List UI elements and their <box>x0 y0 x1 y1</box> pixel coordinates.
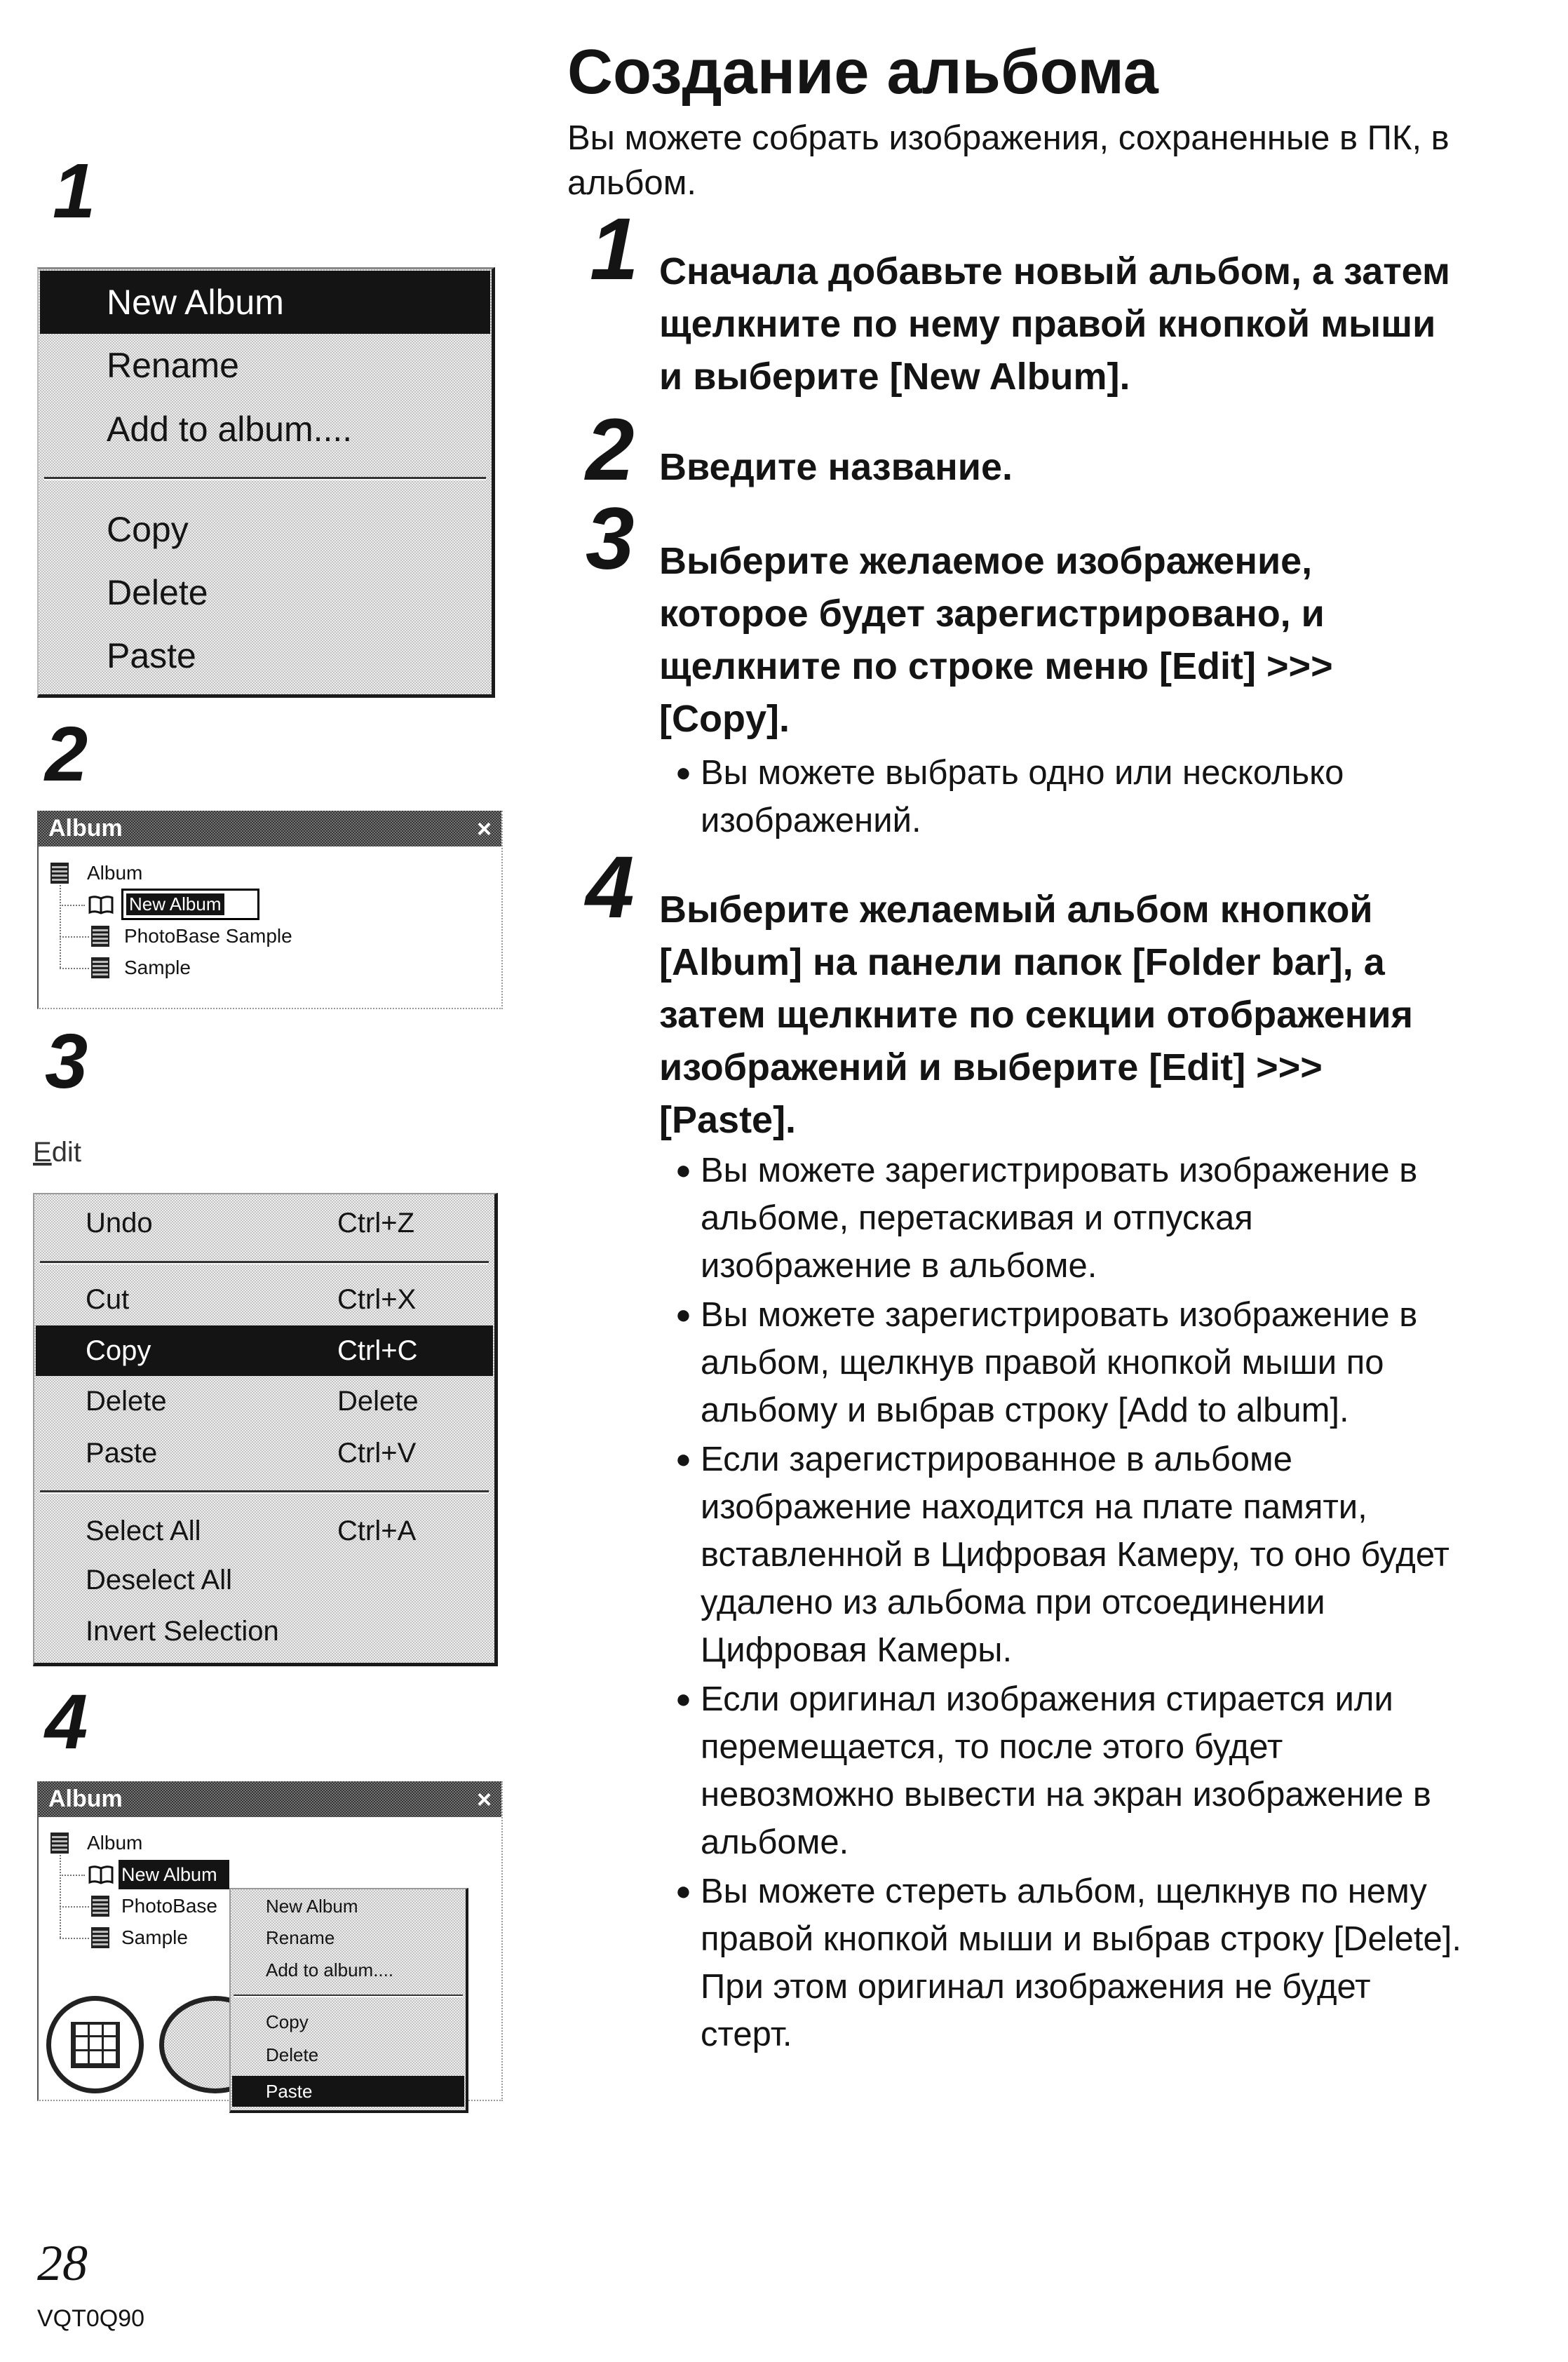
menu-item-new-album[interactable]: New Album <box>40 271 490 334</box>
note-line: альбоме. <box>701 1823 849 1861</box>
tree-item-album[interactable]: Album <box>87 1832 143 1854</box>
step-line: щелкните по нему правой кнопкой мыши <box>659 303 1436 345</box>
note-line: правой кнопкой мыши и выбрав строку [Delete]. <box>701 1920 1461 1958</box>
tree-item-new-album-selected[interactable]: New Album <box>119 1860 229 1889</box>
document-code: VQT0Q90 <box>37 2305 145 2332</box>
edit-menu <box>33 1193 498 1666</box>
close-icon[interactable]: × <box>476 814 492 843</box>
note-line: Вы можете выбрать одно или несколько <box>701 754 1344 792</box>
note-line: альбоме, перетаскивая и отпуская <box>701 1199 1253 1237</box>
note-item <box>675 1291 1461 1434</box>
step-number-4: 4 <box>586 839 635 936</box>
note-line: При этом оригинал изображения не будет <box>701 1968 1371 2006</box>
intro-line: Вы можете собрать изображения, сохраненные в ПК, в <box>567 119 1449 157</box>
step-line: Выберите желаемый альбом кнопкой <box>659 889 1373 931</box>
figure-step-number-1: 1 <box>53 148 96 234</box>
album-icon <box>50 863 69 884</box>
menu-item-shortcut: Ctrl+Z <box>337 1208 414 1239</box>
tree-line <box>60 1855 61 1938</box>
note-line: стерт. <box>701 2016 792 2053</box>
step-line: [Copy]. <box>659 698 790 740</box>
close-icon[interactable]: × <box>476 1785 492 1814</box>
step-number-3: 3 <box>586 490 635 588</box>
note-item <box>675 1675 1461 1866</box>
step-3-text <box>659 535 1333 745</box>
menu-item-label: Select All <box>86 1516 201 1546</box>
menu-item-shortcut: Delete <box>337 1386 419 1417</box>
bullet-icon: ● <box>675 1685 691 1714</box>
menu-item-shortcut: Ctrl+A <box>337 1516 417 1546</box>
album-window <box>37 811 503 1009</box>
tree-item-photobase-sample[interactable]: PhotoBase Sample <box>124 925 292 947</box>
menu-separator <box>44 477 486 480</box>
menu-item-copy[interactable]: Copy <box>266 2011 309 2032</box>
step-number-2: 2 <box>586 401 635 499</box>
note-line: изображение находится на плате памяти, <box>701 1488 1367 1526</box>
bullet-icon: ● <box>675 1156 691 1185</box>
step-4-notes <box>675 1147 1461 2060</box>
figure-step-number-3: 3 <box>45 1018 88 1105</box>
bullet-icon: ● <box>675 1300 691 1330</box>
menu-item-add-to-album[interactable]: Add to album.... <box>107 410 353 449</box>
step-line: Введите название. <box>659 446 1013 488</box>
menu-item-paste[interactable]: Paste <box>107 636 196 675</box>
tree-line <box>60 936 89 938</box>
tree-item-album[interactable]: Album <box>87 862 143 884</box>
menu-item-delete[interactable]: Delete <box>266 2044 319 2065</box>
note-line: Вы можете стереть альбом, щелкнув по нему <box>701 1872 1427 1910</box>
note-line: перемещается, то после этого будет <box>701 1728 1283 1766</box>
intro-line: альбом. <box>567 164 696 202</box>
menu-item-paste[interactable]: Paste <box>232 2076 464 2107</box>
note-line: изображений. <box>701 802 921 839</box>
window-title: Album <box>48 815 123 842</box>
tree-line <box>60 1906 89 1908</box>
menu-item-label: Deselect All <box>86 1565 232 1595</box>
menu-separator <box>234 1995 463 1997</box>
note-line: альбом, щелкнув правой кнопкой мыши по <box>701 1344 1384 1382</box>
step-line: [Paste]. <box>659 1099 797 1141</box>
figure-step-number-4: 4 <box>45 1679 88 1765</box>
menu-item-label: Undo <box>86 1208 153 1239</box>
note-line: невозможно вывести на экран изображение в <box>701 1776 1431 1814</box>
bullet-icon: ● <box>675 1877 691 1906</box>
step-line: щелкните по строке меню [Edit] >>> <box>659 645 1333 687</box>
context-menu <box>229 1888 468 2113</box>
step-2-text <box>659 441 1013 494</box>
menu-item-label: Copy <box>86 1335 151 1366</box>
album-icon <box>91 926 109 947</box>
tree-item-photobase[interactable]: PhotoBase <box>121 1895 217 1917</box>
album-icon <box>91 1927 109 1948</box>
note-item <box>675 1147 1461 1290</box>
menu-item-label: Paste <box>86 1438 158 1469</box>
page-title: Создание альбома <box>567 37 1158 107</box>
menu-item-shortcut: Ctrl+V <box>337 1438 417 1469</box>
menu-item-new-album[interactable]: New Album <box>266 1896 358 1917</box>
menu-bar-edit[interactable]: Edit <box>33 1137 81 1168</box>
context-menu <box>37 267 495 698</box>
tree-line <box>60 905 85 906</box>
menu-item-shortcut: Ctrl+X <box>337 1284 417 1315</box>
photo-grid-icon[interactable] <box>46 1996 144 2093</box>
step-3-notes <box>675 749 1344 846</box>
menu-separator <box>40 1261 489 1264</box>
note-line: Если зарегистрированное в альбоме <box>701 1440 1292 1478</box>
menu-item-select-all[interactable] <box>36 1506 493 1556</box>
menu-separator <box>40 1490 489 1494</box>
step-line: которое будет зарегистрировано, и <box>659 593 1325 635</box>
tree-line <box>60 1938 89 1939</box>
menu-item-rename[interactable]: Rename <box>266 1927 335 1948</box>
rename-input[interactable] <box>121 889 259 920</box>
book-icon <box>88 894 114 915</box>
album-icon <box>91 957 109 978</box>
step-1-text <box>659 245 1450 403</box>
book-icon <box>88 1864 114 1885</box>
step-line: Сначала добавьте новый альбом, а затем <box>659 250 1450 292</box>
step-line: изображений и выберите [Edit] >>> <box>659 1046 1323 1088</box>
note-line: удалено из альбома при отсоединении <box>701 1584 1325 1621</box>
bullet-icon: ● <box>675 758 691 788</box>
tree-line <box>60 1875 85 1876</box>
tree-item-sample[interactable]: Sample <box>124 957 191 978</box>
album-icon <box>91 1896 109 1917</box>
window-title-bar[interactable] <box>39 811 501 846</box>
step-line: и выберите [New Album]. <box>659 356 1130 398</box>
menu-item-shortcut: Ctrl+C <box>337 1335 418 1366</box>
menu-item-rename[interactable]: Rename <box>107 346 239 385</box>
tree-item-sample[interactable]: Sample <box>121 1926 188 1948</box>
menu-item-paste[interactable] <box>36 1428 493 1478</box>
window-title: Album <box>48 1786 123 1812</box>
step-line: [Album] на панели папок [Folder bar], а <box>659 941 1385 983</box>
page-number: 28 <box>37 2235 88 2291</box>
menu-item-invert-selection[interactable] <box>36 1606 493 1656</box>
step-4-text <box>659 884 1413 1147</box>
step-line: Выберите желаемое изображение, <box>659 540 1313 582</box>
note-line: Вы можете зарегистрировать изображение в <box>701 1296 1418 1334</box>
menu-item-label: Cut <box>86 1284 130 1315</box>
menu-item-delete[interactable] <box>36 1376 493 1426</box>
note-line: Вы можете зарегистрировать изображение в <box>701 1152 1418 1189</box>
rename-input-value: New Album <box>126 893 224 915</box>
tree-line <box>60 885 61 968</box>
note-line: вставленной в Цифровая Камеру, то оно будет <box>701 1536 1449 1574</box>
menu-item-label: Invert Selection <box>86 1616 279 1647</box>
menu-item-add-to-album[interactable]: Add to album.... <box>266 1959 394 1980</box>
window-title-bar[interactable] <box>39 1781 501 1817</box>
grid-icon <box>71 2022 120 2068</box>
note-item <box>675 1436 1461 1674</box>
tree-line <box>60 968 89 969</box>
note-line: Цифровая Камеры. <box>701 1631 1013 1669</box>
intro-text <box>567 116 1449 205</box>
menu-item-copy[interactable]: Copy <box>107 510 189 549</box>
note-item <box>675 1868 1461 2058</box>
menu-item-label: Delete <box>86 1386 167 1417</box>
bullet-icon: ● <box>675 1445 691 1474</box>
note-line: изображение в альбоме. <box>701 1247 1097 1285</box>
menu-item-undo[interactable] <box>36 1198 493 1248</box>
note-line: Если оригинал изображения стирается или <box>701 1680 1393 1718</box>
note-line: альбому и выбрав строку [Add to album]. <box>701 1391 1349 1429</box>
menu-item-deselect-all[interactable] <box>36 1555 493 1605</box>
figure-step-number-2: 2 <box>45 711 88 797</box>
step-line: затем щелкните по секции отображения <box>659 994 1414 1036</box>
album-icon <box>50 1833 69 1854</box>
menu-item-cut[interactable] <box>36 1274 493 1325</box>
note-item <box>675 749 1344 844</box>
menu-item-delete[interactable]: Delete <box>107 573 208 612</box>
menu-item-copy[interactable] <box>36 1325 493 1376</box>
step-number-1: 1 <box>590 201 639 298</box>
